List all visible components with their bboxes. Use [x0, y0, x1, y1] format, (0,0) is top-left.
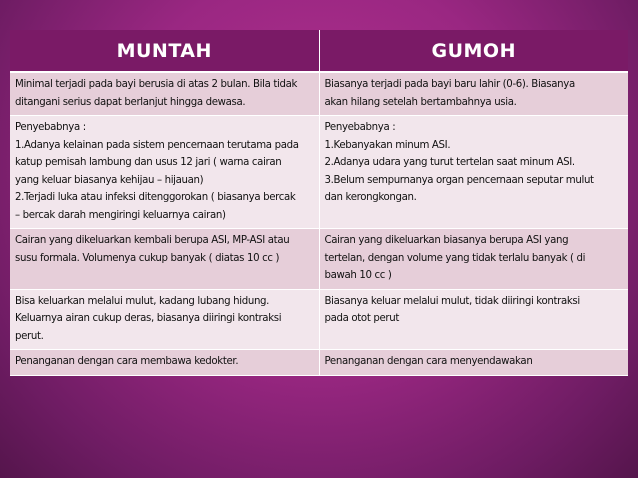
cell-line: Penyebabnya :: [324, 122, 396, 133]
cell-line: ditangani serius dapat berlanjut hingga dewasa.: [15, 96, 246, 108]
table-row: [10, 72, 628, 116]
cell-line: Penanganan dengan cara menyendawakan: [324, 356, 533, 367]
cell-line: Minimal terjadi pada bayi berusia di atas 2 bulan. Bila tidak: [15, 79, 298, 90]
table-row: [10, 350, 628, 376]
cell-line: 1.Adanya kelainan pada sistem pencernaan terutama pada: [15, 139, 299, 151]
cell-line: Penyebabnya :: [15, 122, 86, 133]
cell-line: Cairan yang dikeluarkan kembali berupa ASI, MP-ASI atau: [15, 235, 290, 246]
cell-gumoh: [319, 289, 628, 350]
cell-line: 2.Adanya udara yang turut tertelan saat minum ASI.: [324, 157, 575, 168]
cell-line: Bisa keluarkan melalui mulut, kadang lubang hidung.: [15, 295, 270, 307]
cell-muntah: [10, 289, 319, 350]
header-muntah: MUNTAH: [10, 30, 319, 72]
cell-muntah: [10, 116, 319, 229]
table-row: [10, 116, 628, 229]
cell-muntah: [10, 72, 319, 116]
table-row: [10, 289, 628, 350]
cell-line: 1.Kebanyakan minum ASI.: [324, 139, 451, 151]
cell-line: Keluarnya airan cukup deras, biasanya diiringi kontraksi: [15, 313, 282, 324]
cell-line: pada otot perut: [324, 313, 399, 324]
cell-line: Cairan yang dikeluarkan biasanya berupa ASI yang: [324, 235, 569, 246]
cell-line: Biasanya terjadi pada bayi baru lahir (0-6). Biasanya: [324, 79, 575, 90]
table-header-row: [10, 30, 628, 72]
cell-line: tertelan, dengan volume yang tidak terlalu banyak ( di: [324, 252, 586, 264]
cell-line: 3.Belum sempurnanya organ pencernaan seputar mulut: [324, 174, 594, 186]
cell-line: yang keluar biasanya kehijau – hijauan): [15, 174, 204, 186]
header-gumoh: GUMOH: [319, 30, 628, 72]
cell-line: 2.Terjadi luka atau infeksi ditenggorokan ( biasanya bercak: [15, 192, 296, 203]
cell-line: perut.: [15, 330, 44, 342]
table-row: [10, 229, 628, 290]
cell-gumoh: [319, 72, 628, 116]
cell-line: dan kerongkongan.: [324, 192, 417, 203]
cell-line: katup pemisah lambung dan usus 12 jari ( warna cairan: [15, 157, 282, 168]
cell-line: susu formala. Volumenya cukup banyak ( diatas 10 cc ): [15, 252, 280, 264]
comparison-table: [10, 30, 628, 376]
cell-line: Biasanya keluar melalui mulut, tidak diiringi kontraksi: [324, 295, 580, 307]
cell-line: – bercak darah mengiringi keluarnya cairan): [15, 209, 226, 221]
cell-line: Penanganan dengan cara membawa kedokter.: [15, 356, 239, 367]
cell-muntah: [10, 229, 319, 290]
cell-gumoh: [319, 350, 628, 376]
cell-line: akan hilang setelah bertambahnya usia.: [324, 96, 517, 108]
cell-muntah: [10, 350, 319, 376]
cell-gumoh: [319, 116, 628, 229]
cell-line: bawah 10 cc ): [324, 270, 392, 281]
cell-gumoh: [319, 229, 628, 290]
